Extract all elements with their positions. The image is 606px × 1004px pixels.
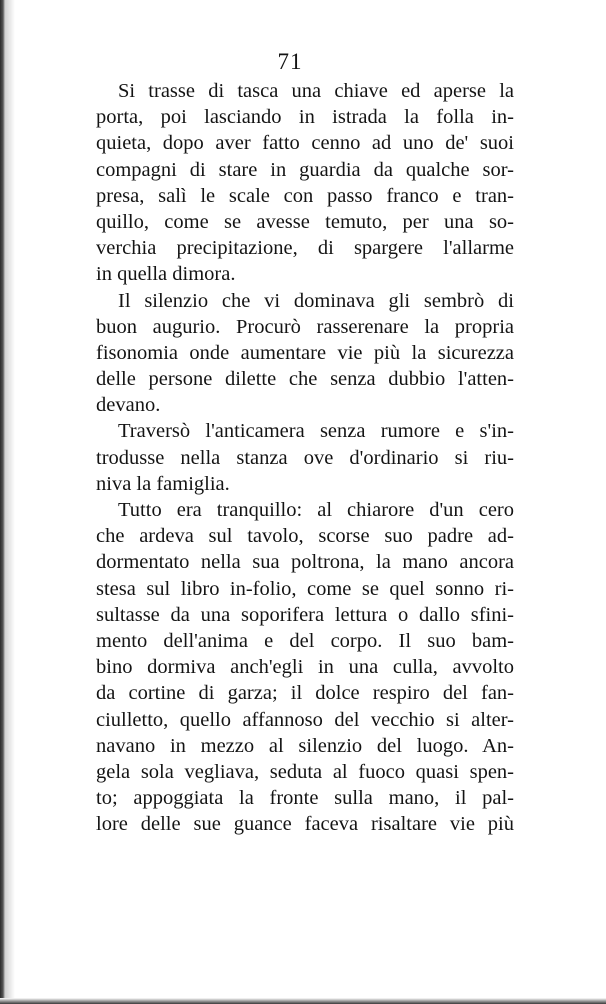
text-line: mento dell'anima e del corpo. Il suo bam-: [96, 629, 514, 652]
text-line: Il silenzio che vi dominava gli sembrò di: [118, 289, 514, 312]
text-line: compagni di stare in guardia da qualche sor-: [96, 158, 514, 181]
text-line: navano in mezzo al silenzio del luogo. An-: [96, 734, 514, 757]
text-line: Tutto era tranquillo: al chiarore d'un cero: [118, 499, 514, 521]
text-line: quillo, come se avesse temuto, per una so-: [96, 210, 514, 233]
text-line: niva la famiglia.: [96, 472, 230, 495]
text-line: presa, salì le scale con passo franco e tran-: [96, 184, 514, 207]
text-line: quieta, dopo aver fatto cenno ad uno de' suoi: [96, 132, 514, 155]
text-line: gela sola vegliava, seduta al fuoco quasi spen-: [96, 760, 514, 783]
text-line: sultasse da una soporifera lettura o dallo sfini-: [96, 603, 514, 626]
text-line: che ardeva sul tavolo, scorse suo padre ad-: [96, 525, 514, 548]
text-line: devano.: [96, 394, 161, 417]
text-line: lore delle sue guance faceva risaltare vie più: [96, 813, 514, 836]
text-line: in quella dimora.: [96, 263, 236, 286]
text-line: to; appoggiata la fronte sulla mano, il pal-: [96, 787, 514, 810]
text-line: bino dormiva anch'egli in una culla, avvolto: [96, 656, 514, 679]
text-line: dormentato nella sua poltrona, la mano ancora: [96, 551, 514, 574]
text-line: stesa sul libro in-folio, come se quel sonno ri-: [96, 577, 514, 600]
text-line: trodusse nella stanza ove d'ordinario si riu-: [96, 446, 514, 469]
text-line: porta, poi lasciando in istrada la folla in-: [96, 106, 514, 129]
page-number: 71: [277, 49, 303, 74]
text-line: ciulletto, quello affannoso del vecchio si alter-: [96, 708, 514, 731]
binding-shadow: [5, 0, 15, 1004]
text-line: fisonomia onde aumentare vie più la sicurezza: [96, 341, 514, 364]
body-text: [96, 78, 514, 837]
text-line: verchia precipitazione, di spargere l'allarme: [96, 237, 514, 260]
text-line: da cortine di garza; il dolce respiro del fan-: [96, 682, 514, 705]
page-bottom-edge: [0, 998, 606, 1004]
text-line: delle persone dilette che senza dubbio l'atten-: [96, 368, 514, 391]
text-line: buon augurio. Procurò rasserenare la propria: [96, 315, 514, 338]
text-line: Si trasse di tasca una chiave ed aperse la: [118, 80, 514, 102]
text-line: Traversò l'anticamera senza rumore e s'in-: [118, 420, 514, 443]
